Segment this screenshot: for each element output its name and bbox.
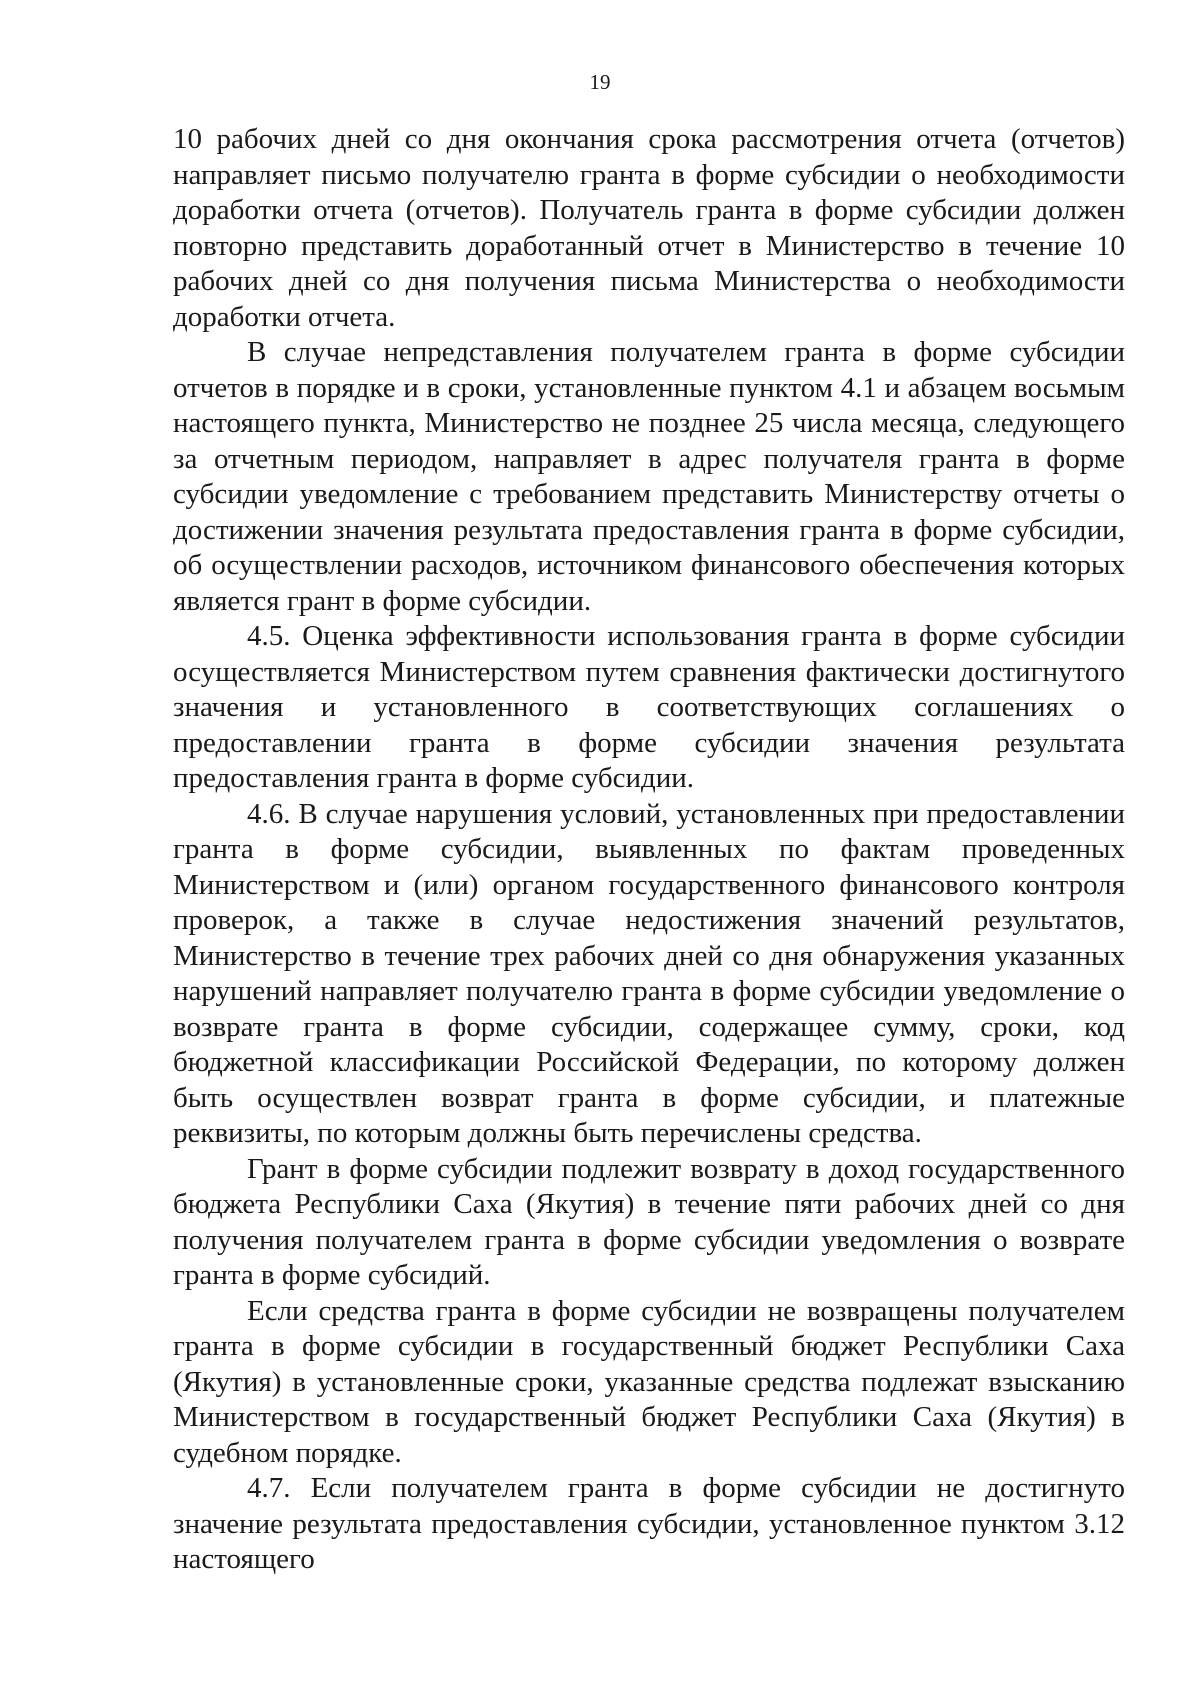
paragraph-non-submission: В случае непредставления получателем гранта в форме субсидии отчетов в порядке и в сроки, установленные пунктом 4.1 и абзацем восьмым настоящего пункта, Министерство не позднее 25 числа месяца, следующего за отчетным периодом, направляет в адрес получателя гранта в форме субсидии уведомление с требованием представить Министерству отчеты о достижении значения результата предоставления гранта в форме субсидии, об осуществлении расходов, источником финансового обеспечения которых является грант в форме субсидии. <box>173 336 1125 617</box>
paragraph-4-5: 4.5. Оценка эффективности использования гранта в форме субсидии осуществляется Министерством путем сравнения фактически достигнутого значения и установленного в соответствующих соглашениях о предоставлении гранта в форме субсидии значения результата предоставления гранта в форме субсидии. <box>173 620 1125 794</box>
paragraph-continuation: 10 рабочих дней со дня окончания срока рассмотрения отчета (отчетов) направляет письмо получателю гранта в форме субсидии о необходимости доработки отчета (отчетов). Получатель гранта в форме субсидии должен повторно представить доработанный отчет в Министерство в течение 10 рабочих дней со дня получения письма Министерства о необходимости доработки отчета. <box>173 123 1125 333</box>
paragraph-4-6: 4.6. В случае нарушения условий, установленных при предоставлении гранта в форме субсидии, выявленных по фактам проведенных Министерством и (или) органом государственного финансового контроля проверок, а также в случае недостижения значений результатов, Министерство в течение трех рабочих дней со дня обнаружения указанных нарушений направляет получателю гранта в форме субсидии уведомление о возврате гранта в форме субсидии, содержащее сумму, сроки, код бюджетной классификации Российской Федерации, по которому должен быть осуществлен возврат гранта в форме субсидии, и платежные реквизиты, по которым должны быть перечислены средства. <box>173 797 1125 1149</box>
paragraph-4-7: 4.7. Если получателем гранта в форме субсидии не достигнуто значение результата предоставления субсидии, установленное пунктом 3.12 настоящего <box>173 1472 1125 1575</box>
page-number: 19 <box>589 70 611 94</box>
paragraph-court-recovery: Если средства гранта в форме субсидии не возвращены получателем гранта в форме субсидии в государственный бюджет Республики Саха (Якутия) в установленные сроки, указанные средства подлежат взысканию Министерством в государственный бюджет Республики Саха (Якутия) в судебном порядке. <box>173 1294 1125 1469</box>
document-body <box>173 122 1125 1578</box>
paragraph-grant-return: Грант в форме субсидии подлежит возврату в доход государственного бюджета Республики Саха (Якутия) в течение пяти рабочих дней со дня получения получателем гранта в форме субсидии уведомления о возврате гранта в форме субсидий. <box>173 1152 1125 1291</box>
